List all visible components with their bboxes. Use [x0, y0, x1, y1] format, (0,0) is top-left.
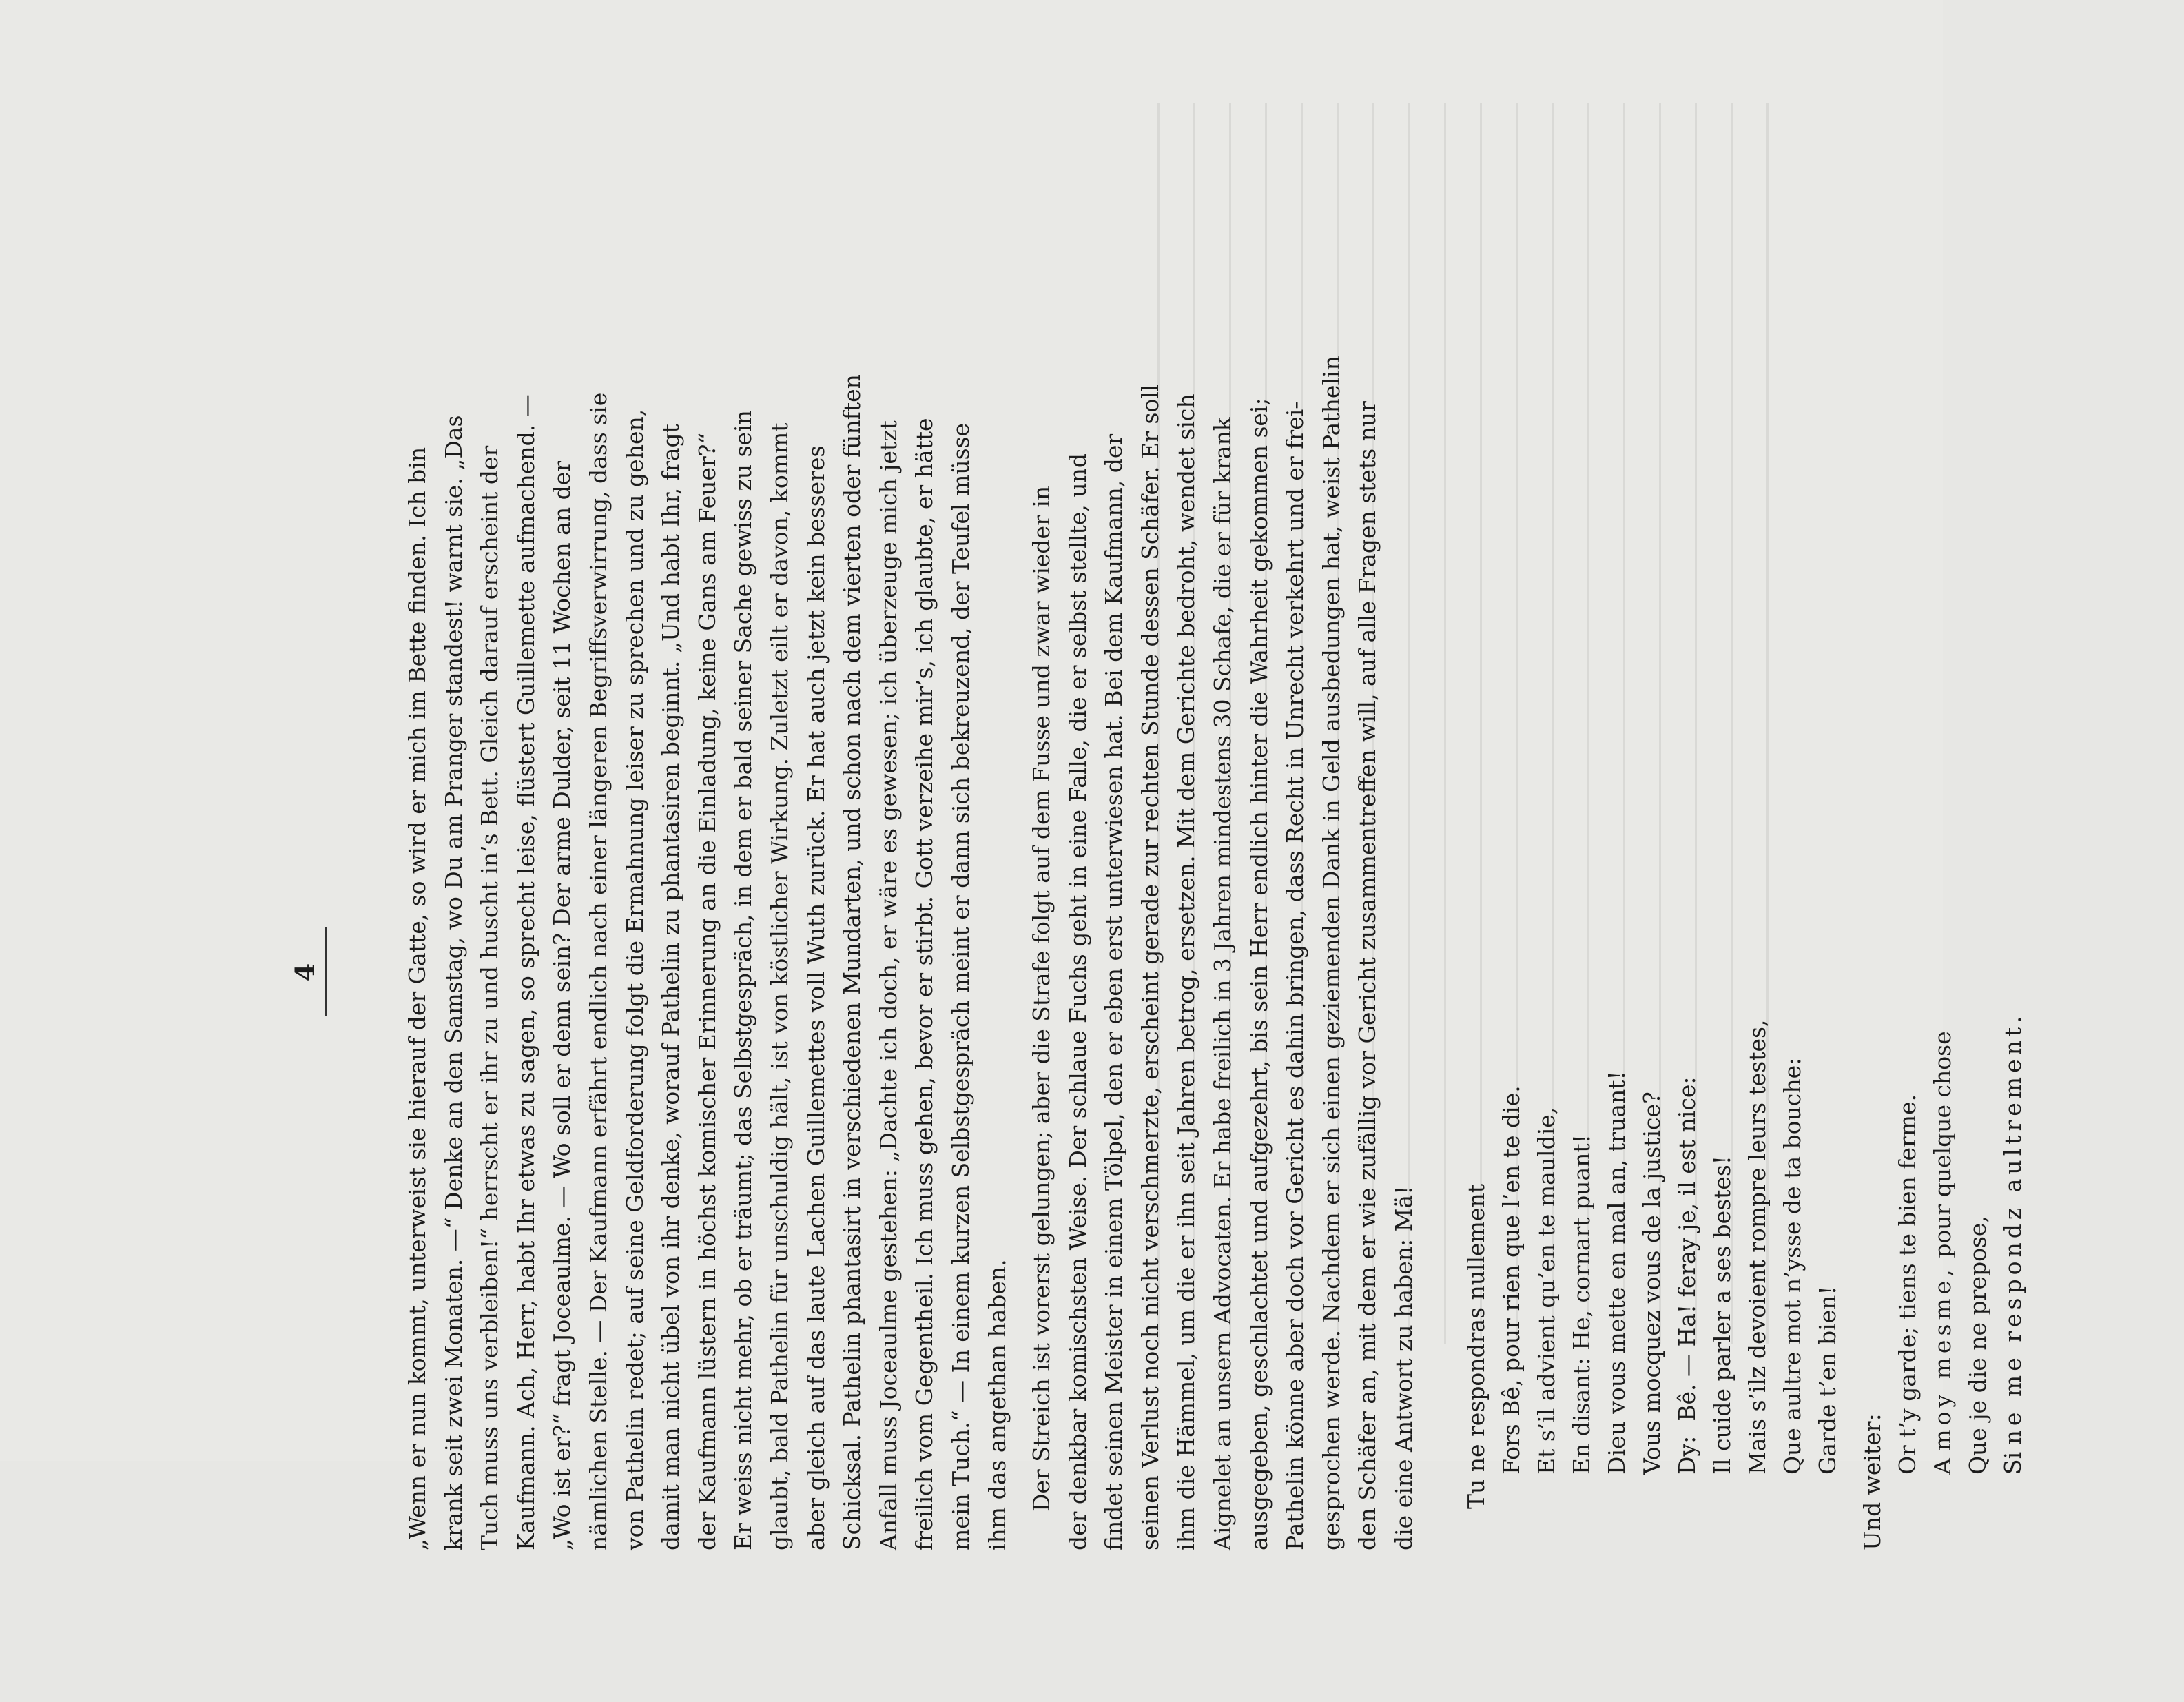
verse-spaced-text: ne me respondz aultrement. [1999, 1012, 2026, 1445]
verse-text: Que je die ne prepose, [1964, 1216, 1991, 1475]
verse-spaced-text: moy mesme, [1928, 1265, 1956, 1451]
verse-line: Et s’il advient qu’en te mauldie, [1532, 1107, 1560, 1475]
verse-line: Vous mocquez vous de la justice? [1638, 1091, 1665, 1475]
verse-stanza-1 [1459, 317, 1845, 1550]
page-number: 4 [289, 961, 320, 982]
verse-text: Or t’y garde; tiens te bien ferme. [1893, 1094, 1921, 1475]
verse-stanza-2 [1890, 317, 2030, 1550]
paragraph-2: Der Streich ist vorerst gelungen; aber die Strafe folgt auf dem Fusse und zwar wieder in der denkbar komischsten Weise. Der schlaue Fuchs geht in eine Falle, die er selbst stellte, und findet seinen Meister in einem Tölpel, den er eben erst unterwiesen hat. Bei dem Kaufmann, der seinen Verlust noch nicht verschmerzte, erscheint gerade zur rechten Stunde dessen Schäfer. Er soll ihm die Hämmel, um die er ihn seit Jahren betrog, ersetzen. Mit dem Gerichte bedroht, wendet sich Aignelet an unsern Advocaten. Er habe freilich in 3 Jahren mindestens 30 Schafe, die er für krank ausgegeben, geschlachtet und aufgezehrt, bis sein Herr endlich hinter die Wahrheit gekommen sei; Pathelin könne aber doch vor Gericht es dahin bringen, dass Recht in Unrecht verkehrt und er frei- gesprochen werde. Nachdem er sich einen geziemenden Dank in Geld ausbedungen hat, weist Pathelin den Schäfer an, mit dem er wie zufällig vor Gericht zusammentreffen will, auf alle Fragen stets nur die eine Antwort zu haben: Mä! [1028, 356, 1418, 1550]
verse-line [1925, 317, 1960, 1475]
verse-line: En disant: He, cornart puant! [1567, 1134, 1595, 1475]
verse-line [1890, 317, 1925, 1475]
verse-block [1459, 317, 2030, 1550]
verse-line: Fors Bê, pour rien que l’en te die. [1497, 1085, 1525, 1475]
verse-line: Garde t’en bien! [1813, 1286, 1841, 1475]
verse-line: Dy: Bê. — Ha! feray je, il est nice: [1673, 1076, 1700, 1475]
verse-line: Tu ne respondras nullement [1462, 1184, 1490, 1509]
verse-text: Si [1999, 1444, 2026, 1475]
verse-line [1960, 317, 1995, 1475]
verse-line: Il cuide parler a ses bestes! [1708, 1155, 1735, 1475]
verse-line [1995, 317, 2030, 1475]
paragraph-1: „Wenn er nun kommt, unterweist sie hierauf der Gatte, so wird er mich im Bette finden. Ich bin krank seit zwei Monaten. —“ Denke an den Samstag, wo Du am Pranger standest! warnt sie. „Das Tuch muss uns verbleiben!“ herrscht er ihr zu und huscht in’s Bett. Gleich darauf erscheint der Kaufmann. Ach, Herr, habt Ihr etwas zu sagen, so sprecht leise, flüstert Guillemette aufmachend. — „Wo ist er?“ fragt Joceaulme. — Wo soll er denn sein? Der arme Dulder, seit 11 Wochen an der nämlichen Stelle. — Der Kaufmann erfährt endlich nach einer längeren Begriffsverwirrung, dass sie von Pathelin redet; auf seine Geldforderung folgt die Ermahnung leiser zu sprechen und zu gehen, damit man nicht übel von ihr denke, worauf Pathelin zu phantasiren beginnt. „Und habt Ihr, fragt der Kaufmann lüstern in höchst komischer Erinnerung an die Einladung, keine Gans am Feuer?“ Er weiss nicht mehr, ob er träumt; das Selbstgespräch, in dem er bald seiner Sache gewiss zu sein glaubt, bald Pathelin für unschuldig hält, ist von köstlicher Wirkung. Zuletzt eilt er davon, kommt aber gleich auf das laute Lachen Guillemettes voll Wuth zurück. Er hat auch jetzt kein besseres Schicksal. Pathelin phantasirt in verschiedenen Mundarten, und schon nach dem vierten oder fünften Anfall muss Joceaulme gestehen: „Dachte ich doch, er wäre es gewesen; ich überzeuge mich jetzt freilich vom Gegentheil. Ich muss gehen, bevor er stirbt. Gott verzeihe mir’s, ich glaubte, er hätte mein Tuch.“ — In einem kurzen Selbstgespräch meint er dann sich bekreuzend, der Teufel müsse ihm das angethan haben. [404, 374, 1011, 1550]
verse-line: Mais s’ilz devoient rompre leurs testes, [1743, 1019, 1771, 1475]
verse-text: A [1928, 1450, 1956, 1475]
book-page-rotated [241, 241, 2184, 1702]
verse-line: Que aultre mot n’ysse de ta bouche: [1778, 1057, 1806, 1475]
verse-text: pour quelque chose [1928, 1031, 1956, 1266]
und-weiter-label: Und weiter: [1858, 1413, 1886, 1550]
body-text [400, 317, 2030, 1550]
page-number-rule [325, 927, 327, 1016]
verse-line: Dieu vous mette en mal an, truant! [1603, 1071, 1630, 1475]
